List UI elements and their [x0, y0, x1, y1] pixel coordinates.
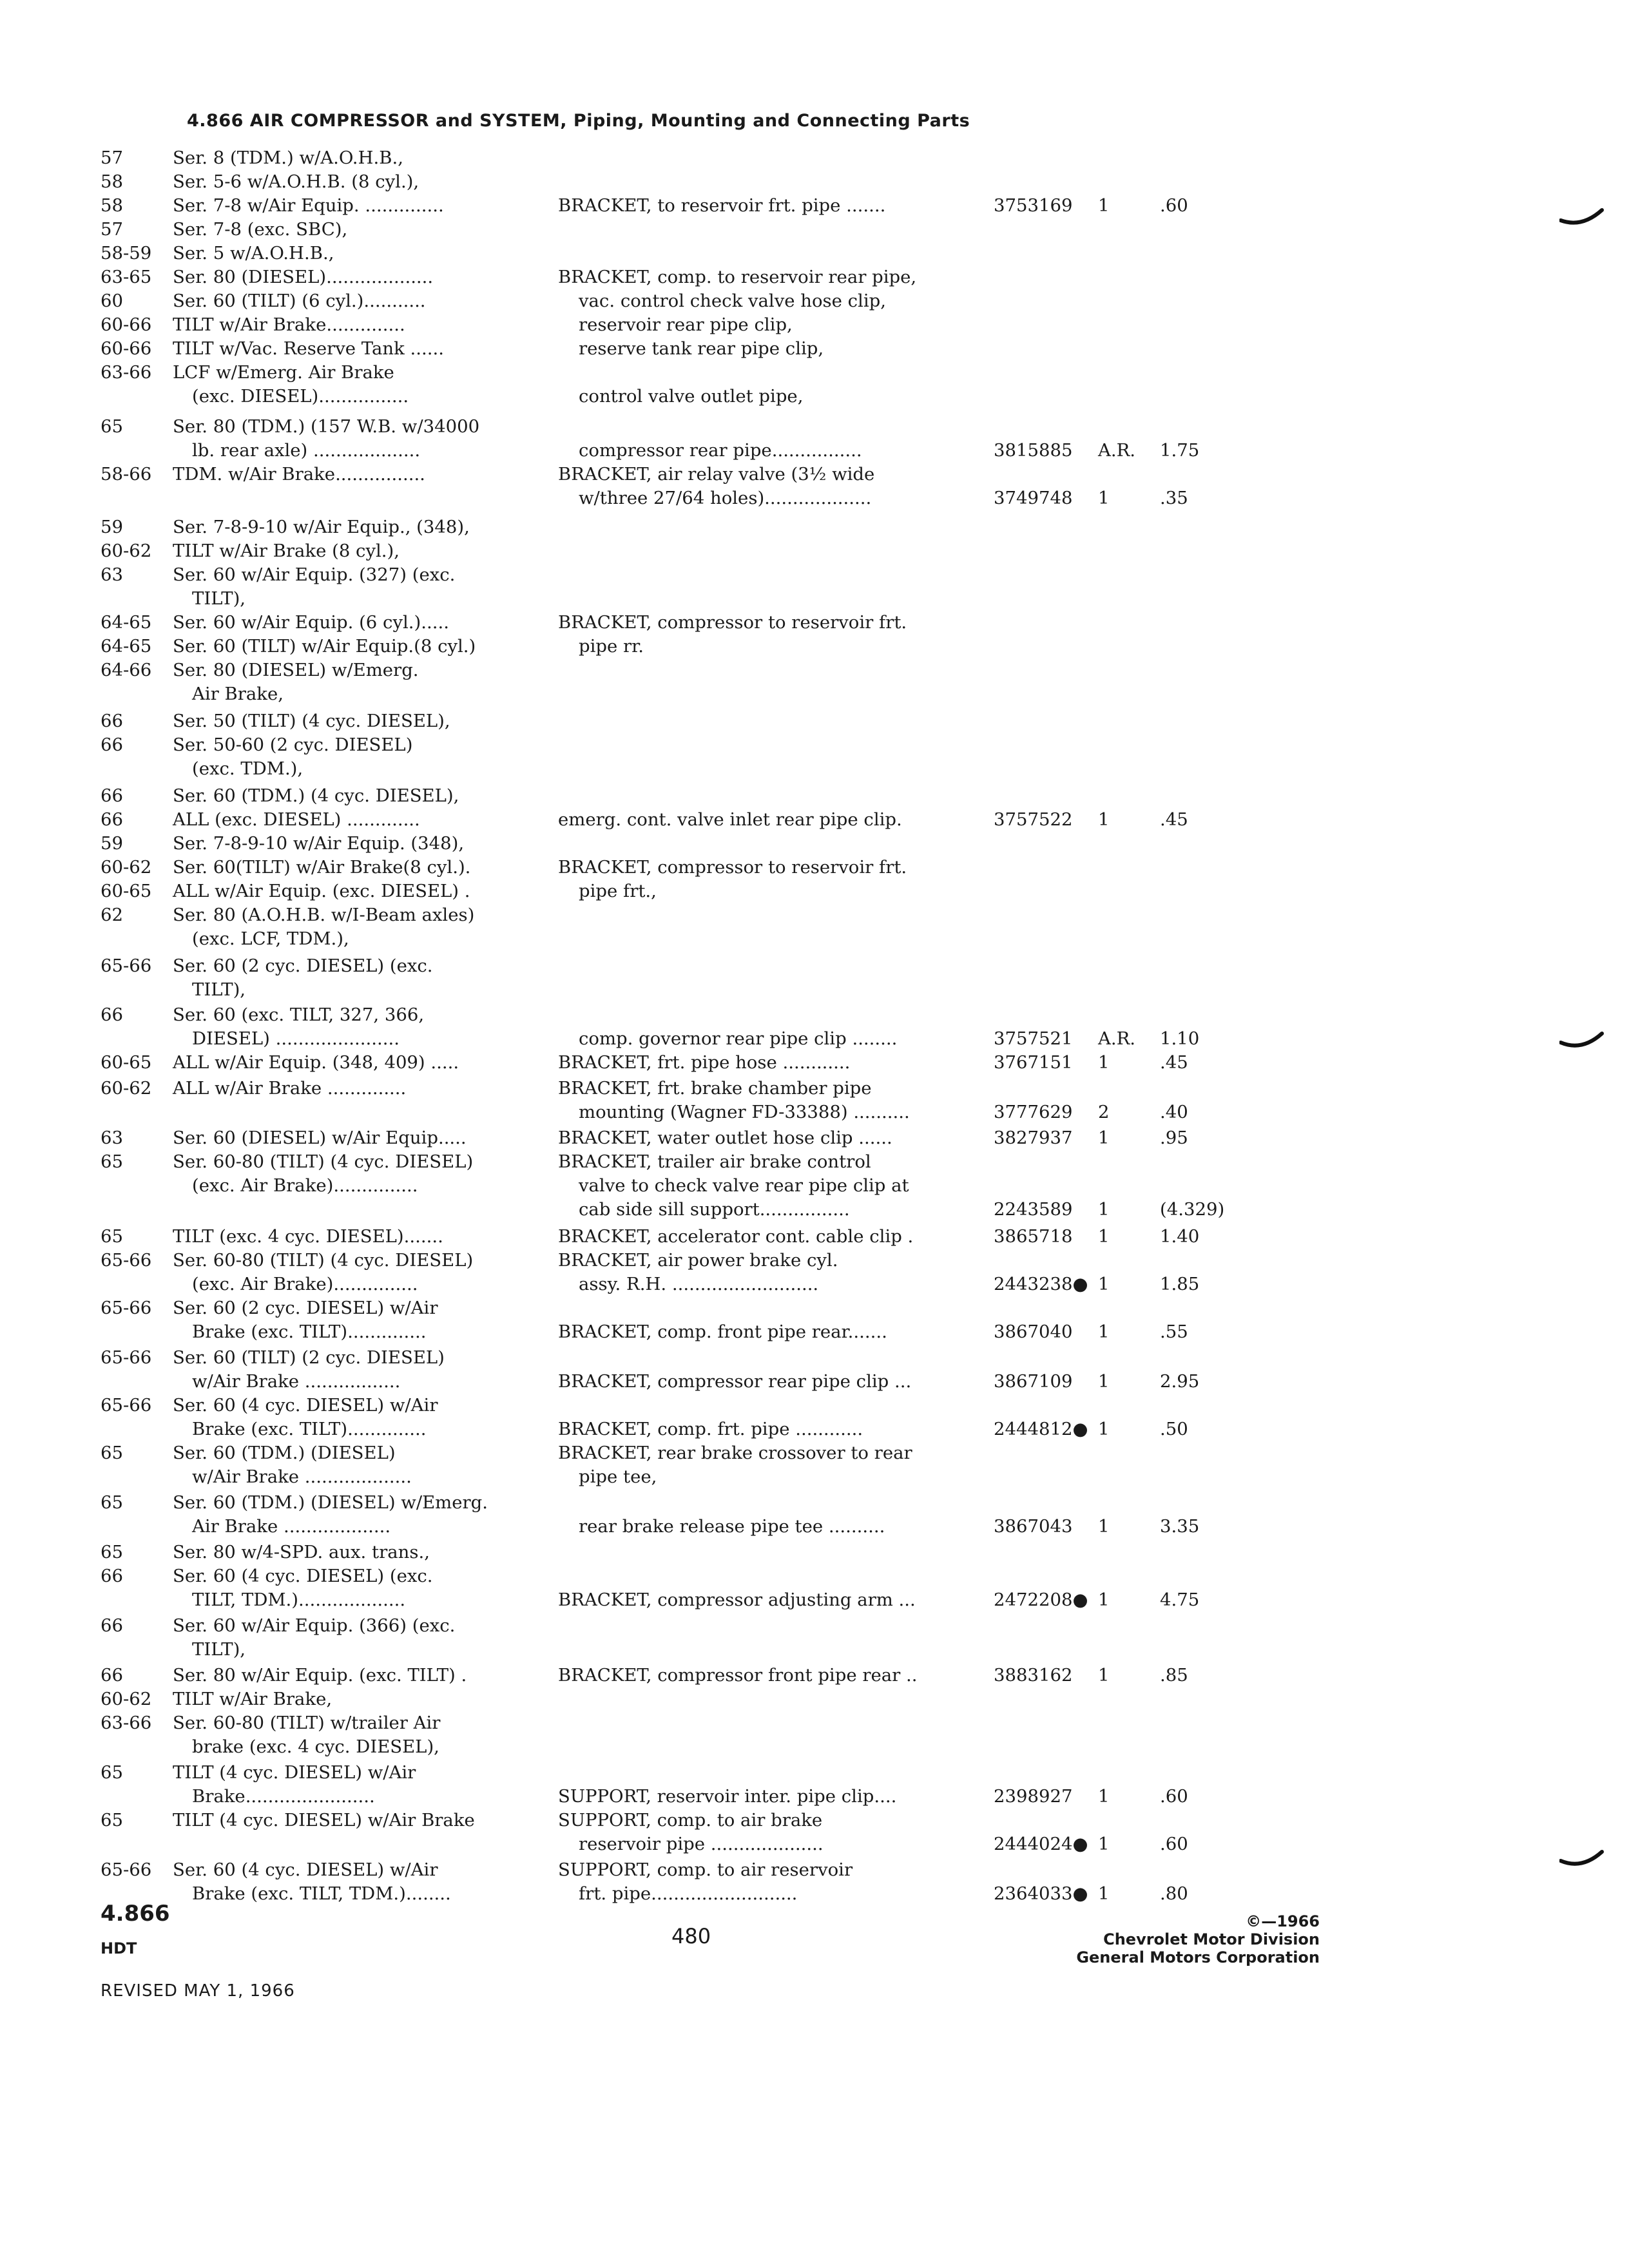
model-applicability: Ser. 60 (TDM.) (4 cyc. DIESEL),: [173, 785, 459, 806]
footer-hdt: HDT: [101, 1939, 137, 1957]
price: .85: [1160, 1665, 1188, 1686]
year-range: 66: [101, 809, 123, 830]
quantity: 1: [1098, 1590, 1110, 1610]
model-applicability: LCF w/Emerg. Air Brake: [173, 362, 394, 383]
quantity: 1: [1098, 1274, 1110, 1294]
part-number: 2398927: [994, 1786, 1073, 1807]
model-applicability-continued: TILT),: [192, 979, 246, 1000]
model-applicability: Ser. 60 (2 cyc. DIESEL) w/Air: [173, 1298, 438, 1318]
quantity: 2: [1098, 1102, 1110, 1122]
year-range: 65-66: [101, 956, 152, 976]
part-description: BRACKET, frt. brake chamber pipe: [558, 1078, 872, 1099]
model-applicability-continued: TILT),: [192, 588, 246, 609]
model-applicability: Ser. 60 (TILT) (2 cyc. DIESEL): [173, 1347, 445, 1368]
model-applicability-continued: (exc. DIESEL)................: [192, 386, 409, 407]
model-applicability: TILT w/Vac. Reserve Tank ......: [173, 338, 444, 359]
year-range: 65: [101, 416, 123, 437]
model-applicability: Ser. 60 (exc. TILT, 327, 366,: [173, 1004, 425, 1025]
model-applicability-continued: (exc. LCF, TDM.),: [192, 928, 349, 949]
model-applicability: Ser. 60 (TDM.) (DIESEL): [173, 1443, 396, 1463]
model-applicability-continued: TILT),: [192, 1639, 246, 1660]
quantity: 1: [1098, 1321, 1110, 1342]
part-number: 2444024●: [994, 1834, 1088, 1854]
year-range: 58-66: [101, 464, 152, 485]
quantity: 1: [1098, 1199, 1110, 1220]
model-applicability-continued: TILT, TDM.)...................: [192, 1590, 406, 1610]
quantity: 1: [1098, 1226, 1110, 1247]
part-description: BRACKET, compressor front pipe rear ..: [558, 1665, 918, 1686]
part-number: 2444812●: [994, 1419, 1088, 1439]
model-applicability-continued: DIESEL) ......................: [192, 1028, 400, 1049]
year-range: 65-66: [101, 1250, 152, 1271]
model-applicability-continued: lb. rear axle) ...................: [192, 440, 421, 461]
model-applicability-continued: w/Air Brake ...................: [192, 1466, 412, 1487]
part-description-continued: cab side sill support................: [579, 1199, 850, 1220]
model-applicability: ALL w/Air Brake ..............: [173, 1078, 407, 1099]
year-range: 60-65: [101, 1052, 152, 1073]
quantity: 1: [1098, 1786, 1110, 1807]
quantity: 1: [1098, 488, 1110, 508]
model-applicability: Ser. 60-80 (TILT) (4 cyc. DIESEL): [173, 1250, 474, 1271]
quantity: 1: [1098, 1128, 1110, 1148]
part-description-continued: comp. governor rear pipe clip ........: [579, 1028, 898, 1049]
page-title: 4.866 AIR COMPRESSOR and SYSTEM, Piping, Mounting and Connecting Parts: [187, 111, 970, 131]
part-description: BRACKET, air relay valve (3½ wide: [558, 464, 875, 485]
part-description: BRACKET, accelerator cont. cable clip .: [558, 1226, 914, 1247]
part-description-continued: pipe rr.: [579, 636, 644, 657]
part-description-continued: assy. R.H. ..........................: [579, 1274, 819, 1294]
part-description: BRACKET, to reservoir frt. pipe .......: [558, 195, 886, 216]
part-number: 3777629: [994, 1102, 1073, 1122]
part-description: BRACKET, compressor to reservoir frt.: [558, 857, 907, 878]
model-applicability: Ser. 50 (TILT) (4 cyc. DIESEL),: [173, 711, 450, 731]
year-range: 58-59: [101, 243, 152, 264]
part-description: BRACKET, trailer air brake control: [558, 1151, 871, 1172]
price: 3.35: [1160, 1516, 1200, 1537]
footer-revised-date: REVISED MAY 1, 1966: [101, 1981, 295, 2001]
part-description: SUPPORT, reservoir inter. pipe clip....: [558, 1786, 897, 1807]
model-applicability: Ser. 8 (TDM.) w/A.O.H.B.,: [173, 148, 403, 168]
model-applicability: Ser. 60 (4 cyc. DIESEL) w/Air: [173, 1395, 438, 1416]
model-applicability: Ser. 5-6 w/A.O.H.B. (8 cyl.),: [173, 171, 419, 192]
model-applicability: Ser. 60 (DIESEL) w/Air Equip.....: [173, 1128, 467, 1148]
price: .95: [1160, 1128, 1188, 1148]
part-description: SUPPORT, comp. to air brake: [558, 1810, 823, 1831]
model-applicability: ALL (exc. DIESEL) .............: [173, 809, 420, 830]
price: .45: [1160, 1052, 1188, 1073]
part-description: BRACKET, comp. to reservoir rear pipe,: [558, 267, 917, 287]
part-description-continued: pipe tee,: [579, 1466, 657, 1487]
model-applicability-continued: Air Brake ...................: [192, 1516, 391, 1537]
year-range: 60-62: [101, 857, 152, 878]
footer-corporation: General Motors Corporation: [1076, 1948, 1320, 1966]
part-description: BRACKET, comp. frt. pipe ............: [558, 1419, 863, 1439]
year-range: 64-65: [101, 612, 152, 633]
price: 4.75: [1160, 1590, 1200, 1610]
part-description-continued: rear brake release pipe tee ..........: [579, 1516, 885, 1537]
year-range: 58: [101, 171, 123, 192]
model-applicability: Ser. 60 (2 cyc. DIESEL) (exc.: [173, 956, 433, 976]
price: .45: [1160, 809, 1188, 830]
quantity: 1: [1098, 1371, 1110, 1392]
part-number: 3867040: [994, 1321, 1073, 1342]
part-description: BRACKET, frt. pipe hose ............: [558, 1052, 851, 1073]
model-applicability: TDM. w/Air Brake................: [173, 464, 425, 485]
year-range: 58: [101, 195, 123, 216]
part-number: 3865718: [994, 1226, 1073, 1247]
model-applicability: Ser. 7-8 (exc. SBC),: [173, 219, 348, 240]
year-range: 65-66: [101, 1298, 152, 1318]
quantity: 1: [1098, 1665, 1110, 1686]
part-description-continued: w/three 27/64 holes)...................: [579, 488, 872, 508]
model-applicability: Ser. 60(TILT) w/Air Brake(8 cyl.).: [173, 857, 471, 878]
year-range: 60-62: [101, 541, 152, 561]
model-applicability: Ser. 7-8-9-10 w/Air Equip. (348),: [173, 833, 465, 854]
part-description: BRACKET, comp. front pipe rear.......: [558, 1321, 887, 1342]
part-number: 3767151: [994, 1052, 1073, 1073]
part-number: 3827937: [994, 1128, 1073, 1148]
model-applicability: Ser. 7-8-9-10 w/Air Equip., (348),: [173, 517, 470, 537]
model-applicability: Ser. 80 w/Air Equip. (exc. TILT) .: [173, 1665, 467, 1686]
part-description: SUPPORT, comp. to air reservoir: [558, 1860, 853, 1880]
model-applicability: Ser. 7-8 w/Air Equip. ..............: [173, 195, 444, 216]
quantity: 1: [1098, 1883, 1110, 1904]
part-description-continued: compressor rear pipe................: [579, 440, 862, 461]
part-description: BRACKET, water outlet hose clip ......: [558, 1128, 892, 1148]
year-range: 63-65: [101, 267, 152, 287]
quantity: 1: [1098, 1052, 1110, 1073]
year-range: 65-66: [101, 1395, 152, 1416]
part-description-continued: valve to check valve rear pipe clip at: [579, 1175, 909, 1196]
binder-mark-icon: [1559, 206, 1605, 226]
model-applicability: Ser. 60 (4 cyc. DIESEL) w/Air: [173, 1860, 438, 1880]
price: 1.40: [1160, 1226, 1200, 1247]
price: .60: [1160, 195, 1188, 216]
model-applicability: TILT w/Air Brake (8 cyl.),: [173, 541, 400, 561]
year-range: 60-66: [101, 338, 152, 359]
year-range: 60-66: [101, 314, 152, 335]
part-description: BRACKET, air power brake cyl.: [558, 1250, 838, 1271]
part-description-continued: reserve tank rear pipe clip,: [579, 338, 824, 359]
year-range: 66: [101, 785, 123, 806]
price: .35: [1160, 488, 1188, 508]
model-applicability: Ser. 5 w/A.O.H.B.,: [173, 243, 334, 264]
part-number: 3815885: [994, 440, 1073, 461]
part-number: 3867109: [994, 1371, 1073, 1392]
model-applicability: TILT (exc. 4 cyc. DIESEL).......: [173, 1226, 443, 1247]
model-applicability: TILT (4 cyc. DIESEL) w/Air Brake: [173, 1810, 475, 1831]
model-applicability-continued: w/Air Brake .................: [192, 1371, 401, 1392]
year-range: 63: [101, 564, 123, 585]
part-number: 3753169: [994, 195, 1073, 216]
price: .80: [1160, 1883, 1188, 1904]
price: .40: [1160, 1102, 1188, 1122]
part-description: BRACKET, compressor to reservoir frt.: [558, 612, 907, 633]
part-number: 3867043: [994, 1516, 1073, 1537]
year-range: 66: [101, 1566, 123, 1586]
price: 1.75: [1160, 440, 1200, 461]
year-range: 59: [101, 517, 123, 537]
part-description-continued: pipe frt.,: [579, 881, 657, 901]
part-number: 2472208●: [994, 1590, 1088, 1610]
page-number: 480: [671, 1924, 711, 1948]
model-applicability: Ser. 60 w/Air Equip. (366) (exc.: [173, 1615, 456, 1636]
year-range: 60-62: [101, 1689, 152, 1709]
part-number: 3749748: [994, 488, 1073, 508]
price: 1.10: [1160, 1028, 1200, 1049]
year-range: 65: [101, 1226, 123, 1247]
quantity: 1: [1098, 1419, 1110, 1439]
quantity: 1: [1098, 1834, 1110, 1854]
year-range: 59: [101, 833, 123, 854]
part-description-continued: control valve outlet pipe,: [579, 386, 804, 407]
part-description-continued: frt. pipe..........................: [579, 1883, 798, 1904]
year-range: 64-65: [101, 636, 152, 657]
footer-division: Chevrolet Motor Division: [1103, 1930, 1320, 1948]
year-range: 57: [101, 219, 123, 240]
model-applicability-continued: Brake (exc. TILT)..............: [192, 1321, 427, 1342]
year-range: 65: [101, 1443, 123, 1463]
year-range: 64-66: [101, 660, 152, 680]
part-description: emerg. cont. valve inlet rear pipe clip.: [558, 809, 902, 830]
model-applicability: TILT (4 cyc. DIESEL) w/Air: [173, 1762, 416, 1783]
part-number: 3757522: [994, 809, 1073, 830]
year-range: 65: [101, 1492, 123, 1513]
model-applicability: Ser. 60 (TILT) w/Air Equip.(8 cyl.): [173, 636, 476, 657]
part-description-continued: mounting (Wagner FD-33388) ..........: [579, 1102, 910, 1122]
model-applicability: ALL w/Air Equip. (348, 409) .....: [173, 1052, 459, 1073]
footer-copyright: ©—1966: [1246, 1912, 1320, 1930]
quantity: 1: [1098, 809, 1110, 830]
model-applicability-continued: (exc. TDM.),: [192, 758, 304, 779]
model-applicability-continued: brake (exc. 4 cyc. DIESEL),: [192, 1736, 439, 1757]
model-applicability-continued: Brake (exc. TILT, TDM.)........: [192, 1883, 451, 1904]
model-applicability: Ser. 80 (A.O.H.B. w/I-Beam axles): [173, 905, 475, 925]
year-range: 65-66: [101, 1347, 152, 1368]
model-applicability: Ser. 80 (DIESEL)...................: [173, 267, 434, 287]
model-applicability-continued: Brake.......................: [192, 1786, 375, 1807]
part-description: BRACKET, compressor adjusting arm ...: [558, 1590, 916, 1610]
model-applicability-continued: Air Brake,: [192, 684, 284, 704]
year-range: 63-66: [101, 1713, 152, 1733]
model-applicability: Ser. 60 (TILT) (6 cyl.)...........: [173, 291, 426, 311]
footer-section-number: 4.866: [101, 1901, 170, 1927]
part-number: 3757521: [994, 1028, 1073, 1049]
model-applicability: Ser. 60-80 (TILT) w/trailer Air: [173, 1713, 441, 1733]
model-applicability: Ser. 60 (TDM.) (DIESEL) w/Emerg.: [173, 1492, 488, 1513]
year-range: 66: [101, 1004, 123, 1025]
model-applicability: Ser. 80 (TDM.) (157 W.B. w/34000: [173, 416, 480, 437]
year-range: 60: [101, 291, 123, 311]
year-range: 60-65: [101, 881, 152, 901]
year-range: 57: [101, 148, 123, 168]
model-applicability: Ser. 50-60 (2 cyc. DIESEL): [173, 735, 413, 755]
part-number: 2364033●: [994, 1883, 1088, 1904]
part-description-continued: reservoir pipe ....................: [579, 1834, 824, 1854]
model-applicability: Ser. 80 (DIESEL) w/Emerg.: [173, 660, 419, 680]
part-number: 3883162: [994, 1665, 1073, 1686]
model-applicability: Ser. 60 w/Air Equip. (6 cyl.).....: [173, 612, 449, 633]
model-applicability-continued: Brake (exc. TILT)..............: [192, 1419, 427, 1439]
model-applicability: Ser. 60-80 (TILT) (4 cyc. DIESEL): [173, 1151, 474, 1172]
part-description-continued: vac. control check valve hose clip,: [579, 291, 886, 311]
year-range: 63-66: [101, 362, 152, 383]
year-range: 65: [101, 1762, 123, 1783]
quantity: A.R.: [1098, 1028, 1136, 1049]
price: 2.95: [1160, 1371, 1200, 1392]
price: .50: [1160, 1419, 1188, 1439]
part-description-continued: reservoir rear pipe clip,: [579, 314, 793, 335]
model-applicability-continued: (exc. Air Brake)...............: [192, 1274, 418, 1294]
price: .60: [1160, 1834, 1188, 1854]
quantity: 1: [1098, 1516, 1110, 1537]
year-range: 65: [101, 1542, 123, 1562]
part-description: BRACKET, compressor rear pipe clip ...: [558, 1371, 912, 1392]
binder-mark-icon: [1559, 1031, 1605, 1050]
binder-mark-icon: [1559, 1849, 1605, 1869]
year-range: 66: [101, 711, 123, 731]
year-range: 65: [101, 1151, 123, 1172]
price: .55: [1160, 1321, 1188, 1342]
year-range: 66: [101, 735, 123, 755]
year-range: 65: [101, 1810, 123, 1831]
model-applicability-continued: (exc. Air Brake)...............: [192, 1175, 418, 1196]
year-range: 65-66: [101, 1860, 152, 1880]
model-applicability: Ser. 60 w/Air Equip. (327) (exc.: [173, 564, 456, 585]
part-number: 2243589: [994, 1199, 1073, 1220]
year-range: 63: [101, 1128, 123, 1148]
year-range: 62: [101, 905, 123, 925]
model-applicability: Ser. 80 w/4-SPD. aux. trans.,: [173, 1542, 430, 1562]
model-applicability: Ser. 60 (4 cyc. DIESEL) (exc.: [173, 1566, 433, 1586]
part-number: 2443238●: [994, 1274, 1088, 1294]
model-applicability: TILT w/Air Brake..............: [173, 314, 405, 335]
year-range: 66: [101, 1665, 123, 1686]
model-applicability: TILT w/Air Brake,: [173, 1689, 333, 1709]
quantity: 1: [1098, 195, 1110, 216]
price: 1.85: [1160, 1274, 1200, 1294]
quantity: A.R.: [1098, 440, 1136, 461]
year-range: 66: [101, 1615, 123, 1636]
year-range: 60-62: [101, 1078, 152, 1099]
price: .60: [1160, 1786, 1188, 1807]
model-applicability: ALL w/Air Equip. (exc. DIESEL) .: [173, 881, 470, 901]
part-description: BRACKET, rear brake crossover to rear: [558, 1443, 912, 1463]
price: (4.329): [1160, 1199, 1225, 1220]
